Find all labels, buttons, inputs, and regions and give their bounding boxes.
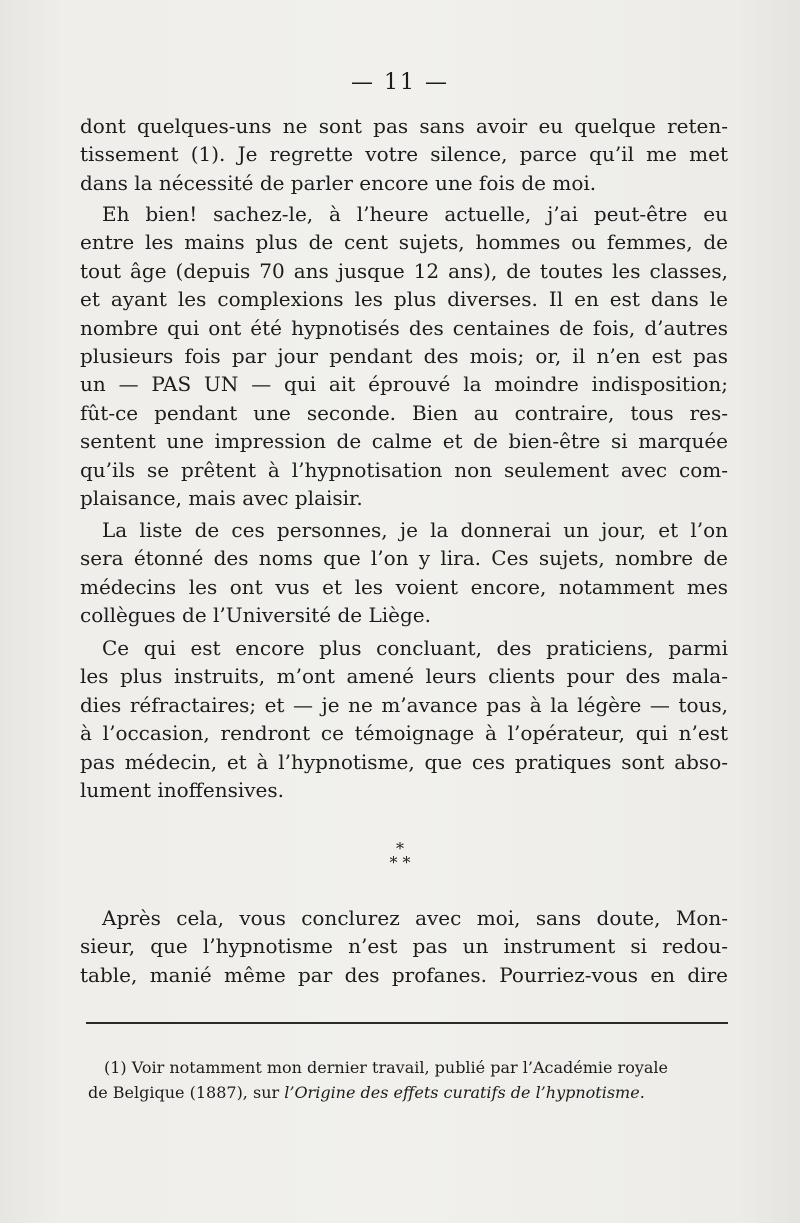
text-line: dont quelques-uns ne sont pas sans avoir eu quelque reten-: [80, 114, 728, 138]
text-line: collègues de l’Université de Liège.: [80, 603, 431, 628]
text-line: sieur, que l’hypnotisme n’est pas un instrument si redou-: [80, 934, 728, 959]
text-line: Ce qui est encore plus concluant, des praticiens, parmi: [102, 636, 728, 660]
text-line: tout âge (depuis 70 ans jusque 12 ans), de toutes les classes,: [80, 258, 728, 283]
text-line: fût-ce pendant une seconde. Bien au contraire, tous res-: [80, 400, 728, 425]
text-line: entre les mains plus de cent sujets, hommes ou femmes, de: [80, 230, 728, 255]
text-line: et ayant les complexions les plus diverses. Il en est dans le: [80, 287, 728, 312]
footnote: [88, 1055, 728, 1105]
footnote-text: de Belgique (1887), sur: [88, 1083, 285, 1102]
footnote-line: [88, 1080, 728, 1105]
text-line: plaisance, mais avec plaisir.: [80, 485, 363, 510]
text-line: médecins les ont vus et les voient encore, notamment mes: [80, 574, 728, 599]
asterism-top: *: [396, 839, 404, 858]
text-line: à l’occasion, rendront ce témoignage à l’opérateur, qui n’est: [80, 721, 728, 746]
text-line: qu’ils se prêtent à l’hypnotisation non seulement avec com-: [80, 457, 728, 482]
footnote-title: l’Origine des effets curatifs de l’hypnotisme.: [284, 1083, 645, 1102]
text-line: un — PAS UN — qui ait éprouvé la moindre indisposition;: [80, 372, 728, 397]
page-number: — 11 —: [351, 70, 449, 95]
paragraph-4: [80, 634, 728, 804]
paragraph-2: [80, 200, 728, 512]
text-line: Eh bien! sachez-le, à l’heure actuelle, j’ai peut-être eu: [102, 202, 728, 226]
paragraph-3: [80, 516, 728, 630]
paragraph-5: [80, 904, 728, 989]
asterism-separator: [0, 839, 800, 872]
text-line: lument inoffensives.: [80, 777, 285, 802]
text-line: La liste de ces personnes, je la donnerai un jour, et l’on: [102, 518, 728, 542]
text-line: tissement (1). Je regrette votre silence, parce qu’il me met: [80, 142, 728, 167]
text-line: table, manié même par des profanes. Pourriez-vous en dire: [80, 962, 728, 987]
text-line: pas médecin, et à l’hypnotisme, que ces pratiques sont abso-: [80, 749, 728, 774]
text-line: sentent une impression de calme et de bien-être si marquée: [80, 429, 728, 454]
text-line: nombre qui ont été hypnotisés des centaines de fois, d’autres: [80, 315, 728, 340]
text-line: Après cela, vous conclurez avec moi, sans doute, Mon-: [102, 906, 728, 930]
text-line: les plus instruits, m’ont amené leurs clients pour des mala-: [80, 664, 728, 689]
text-line: plusieurs fois par jour pendant des mois; or, il n’en est pas: [80, 343, 728, 368]
text-line: sera étonné des noms que l’on y lira. Ces sujets, nombre de: [80, 546, 728, 571]
footnote-line: (1) Voir notamment mon dernier travail, publié par l’Académie royale: [104, 1058, 668, 1077]
paragraph-1: [80, 112, 728, 197]
text-line: dies réfractaires; et — je ne m’avance pas à la légère — tous,: [80, 692, 728, 717]
footnote-rule: [86, 1022, 728, 1024]
text-line: dans la nécessité de parler encore une fois de moi.: [80, 170, 597, 195]
asterism-bottom: * *: [389, 853, 411, 872]
